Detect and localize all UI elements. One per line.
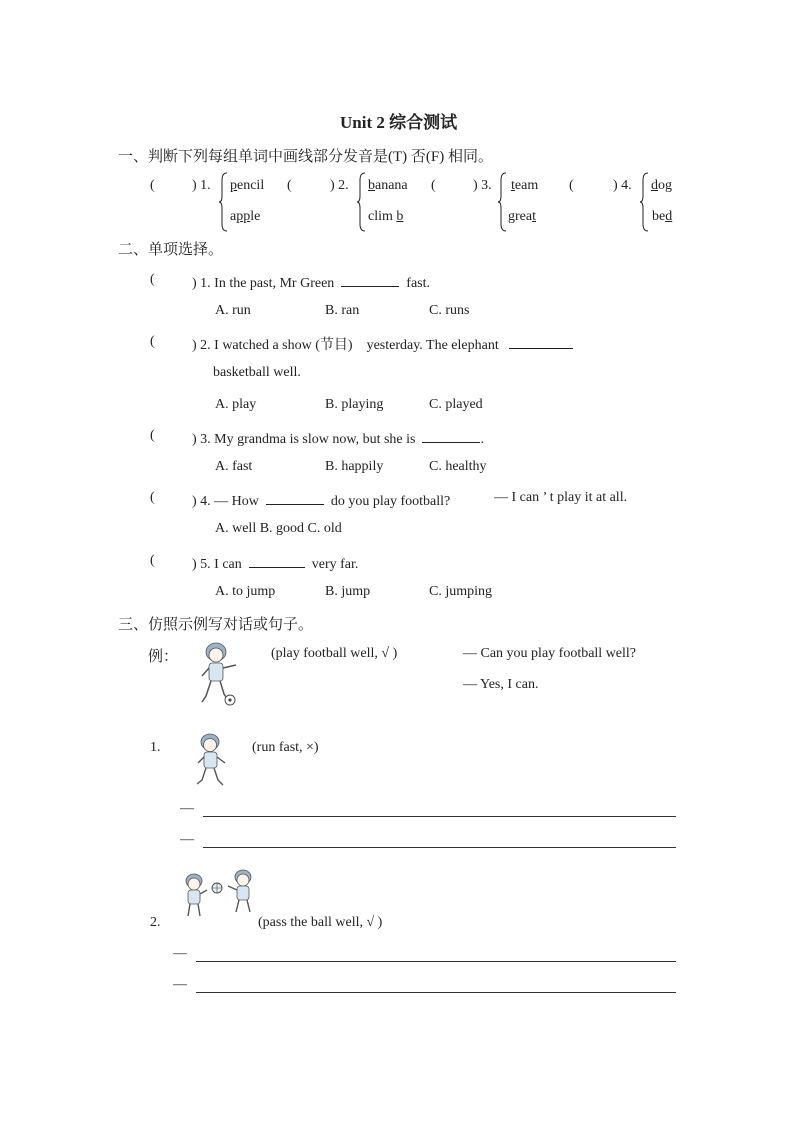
- question-1: ) 1. In the past, Mr Green fast.: [192, 272, 430, 292]
- question-4-reply: — I can ’ t play it at all.: [494, 490, 628, 505]
- section2-heading: 二、单项选择。: [118, 242, 224, 258]
- example-label: 例：: [148, 649, 179, 665]
- brace-icon: [497, 172, 507, 232]
- option-b[interactable]: B. playing: [325, 397, 384, 412]
- answer-line[interactable]: [196, 992, 676, 993]
- item-1-hint: (run fast, ×): [252, 740, 319, 755]
- option-a[interactable]: A. play: [215, 397, 257, 412]
- dash: —: [180, 832, 194, 847]
- dash: —: [173, 977, 187, 992]
- word-2: clim b: [368, 209, 404, 224]
- option-a[interactable]: A. to jump: [215, 584, 276, 599]
- option-b[interactable]: B. ran: [325, 303, 360, 318]
- word-1: pencil: [230, 178, 265, 193]
- page-title: Unit 2 综合测试: [340, 113, 458, 132]
- section1-heading: 一、判断下列每组单词中画线部分发音是(T) 否(F) 相同。: [118, 149, 493, 165]
- option-c[interactable]: C. runs: [429, 303, 470, 318]
- option-b[interactable]: B. jump: [325, 584, 371, 599]
- question-number: ) 4.: [613, 178, 632, 193]
- option-c[interactable]: C. played: [429, 397, 483, 412]
- option-c[interactable]: C. jumping: [429, 584, 493, 599]
- dash: —: [173, 946, 187, 961]
- question-number: ) 1.: [192, 178, 211, 193]
- item-2-hint: (pass the ball well, √ ): [258, 915, 383, 930]
- paren-open: (: [150, 553, 155, 568]
- brace-icon: [356, 172, 366, 232]
- girl-running-illustration-icon: [193, 730, 231, 792]
- example-question: — Can you play football well?: [463, 646, 637, 661]
- item-2-number: 2.: [150, 915, 161, 930]
- paren-open: (: [569, 178, 574, 193]
- paren-open: (: [150, 490, 155, 505]
- answer-blank[interactable]: [266, 490, 324, 505]
- paren-open: (: [150, 272, 155, 287]
- item-1-number: 1.: [150, 740, 161, 755]
- dash: —: [180, 801, 194, 816]
- paren-open: (: [150, 178, 155, 193]
- boys-passing-ball-illustration-icon: [180, 866, 260, 922]
- question-number: ) 2.: [330, 178, 349, 193]
- option-a[interactable]: A. fast: [215, 459, 253, 474]
- answer-line[interactable]: [203, 847, 676, 848]
- question-5: ) 5. I can very far.: [192, 553, 358, 573]
- options-line[interactable]: A. well B. good C. old: [215, 521, 342, 536]
- option-b[interactable]: B. happily: [325, 459, 384, 474]
- question-2-continued: basketball well.: [213, 365, 301, 380]
- example-hint: (play football well, √ ): [271, 646, 398, 661]
- question-number: ) 3.: [473, 178, 492, 193]
- answer-blank[interactable]: [422, 428, 480, 443]
- word-2: apple: [230, 209, 261, 224]
- word-2: great: [508, 209, 536, 224]
- option-c[interactable]: C. healthy: [429, 459, 487, 474]
- question-2: ) 2. I watched a show (节目) yesterday. The elephant: [192, 334, 573, 354]
- paren-open: (: [150, 334, 155, 349]
- brace-icon: [218, 172, 228, 232]
- word-2: bed: [652, 209, 673, 224]
- brace-icon: [639, 172, 649, 232]
- paren-open: (: [150, 428, 155, 443]
- word-1: team: [511, 178, 539, 193]
- word-1: dog: [651, 178, 672, 193]
- answer-line[interactable]: [203, 816, 676, 817]
- option-a[interactable]: A. run: [215, 303, 251, 318]
- paren-open: (: [287, 178, 292, 193]
- answer-blank[interactable]: [341, 272, 399, 287]
- answer-blank[interactable]: [249, 553, 305, 568]
- paren-open: (: [431, 178, 436, 193]
- answer-blank[interactable]: [509, 334, 573, 349]
- answer-line[interactable]: [196, 961, 676, 962]
- example-answer: — Yes, I can.: [463, 677, 539, 692]
- question-3: ) 3. My grandma is slow now, but she is .: [192, 428, 484, 448]
- section3-heading: 三、仿照示例写对话或句子。: [118, 617, 314, 633]
- word-1: banana: [368, 178, 408, 193]
- boy-football-illustration-icon: [194, 638, 254, 712]
- question-4: ) 4. — How do you play football?: [192, 490, 450, 510]
